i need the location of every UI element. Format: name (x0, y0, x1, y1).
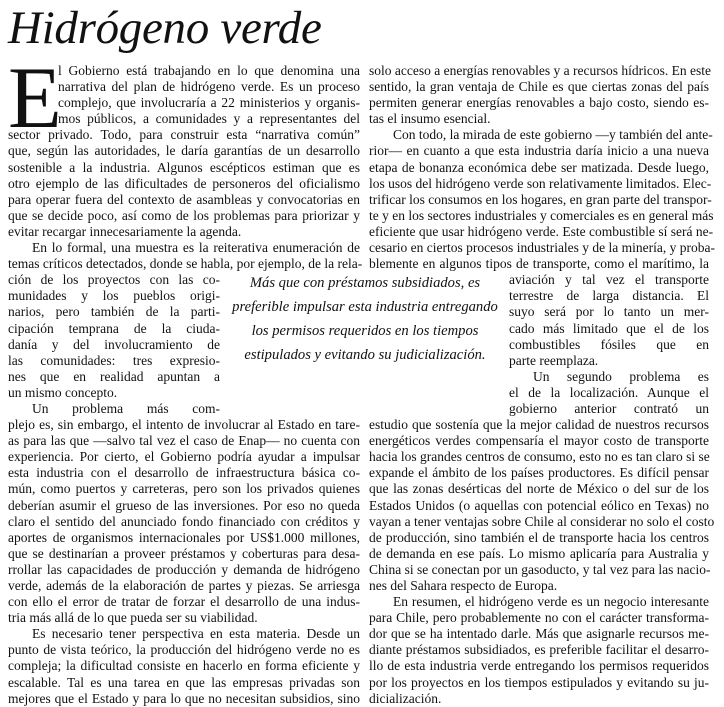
text-line: de demanda en ese país. Lo mismo aplicaría para Australia y (369, 545, 709, 561)
text-line: dor que se ha intentado darle. Más que asignarle recursos me- (369, 626, 709, 642)
text-line: mos públicos, a comunidades y a representantes del (58, 111, 360, 127)
text-line: aportes de organismos internacionales por US$1.000 millones, (8, 529, 360, 545)
text-line: l Gobierno está trabajando en lo que denomina una (58, 63, 360, 78)
text-line: mún, como puertos y carreteras, pero son los privados quienes (8, 481, 360, 497)
text-line: trificar los consumos en los hogares, en gran parte del transpor- (369, 191, 712, 207)
text-line: otro ejemplo de las dificultades de personeros del oficialismo (8, 175, 360, 191)
article-title: Hidrógeno verde (8, 2, 322, 54)
text-line: parte reemplaza. (509, 352, 599, 368)
text-line: verde, además de la elaboración de partes y piezas. Se arriesga (8, 578, 360, 593)
text-line: con ello el error de tratar de forzar el desarrollo de una indus- (8, 594, 360, 610)
text-line: Estados Unidos (o aquellas con potencial eólico en Texas) no (369, 497, 709, 513)
text-line: hacia los grandes centros de consumo, esto no es tan claro si se (369, 449, 710, 465)
text-line: rrollar las capacidades de producción y demanda de hidrógeno (8, 561, 360, 577)
pull-quote-line: estipulados y evitando su judicialización. (244, 347, 486, 363)
text-line: En resumen, el hidrógeno verde es un negocio interesante (393, 594, 709, 610)
article-column-left (8, 50, 363, 707)
text-line: compleja; la dificultad consiste en hacerlo en forma eficiente y (8, 658, 360, 674)
text-line: expande el ámbito de los países productores. Es difícil pensar (369, 465, 709, 481)
text-line: tas el insumo esencial. (369, 111, 491, 127)
text-line: cado más limitado que el de los (509, 320, 709, 336)
text-line: temas críticos detectados, donde se habla, por ejemplo, de la rela- (8, 256, 363, 272)
text-line: estudio que sostenía que la mejor calidad de nuestros recursos (369, 417, 709, 433)
text-line: danía y del involucramiento de (8, 336, 220, 352)
text-line: que se destinarían a proveer préstamos y coberturas para desa- (8, 545, 360, 561)
text-line: energéticos verdes compensaría el mayor costo de transporte (369, 433, 709, 449)
text-line: cesario en ciertos procesos industriales y de la minería, y proba- (369, 240, 716, 256)
text-line: para Chile, pero probablemente no con el carácter transforma- (369, 610, 709, 626)
text-line: Con todo, la mirada de este gobierno —y también del ante- (393, 127, 713, 143)
text-line: diante préstamos subsidiados, es preferible facilitar el desarro- (369, 642, 709, 658)
text-line: un mismo concepto. (8, 384, 118, 400)
text-line: narios, pero también de la parti- (8, 304, 220, 320)
text-line: En lo formal, una muestra es la reiterativa enumeración de (32, 240, 360, 256)
text-line: blemente en algunos tipos de transporte, como el marítimo, la (369, 256, 709, 272)
text-line: ción de los proyectos con las co- (8, 272, 220, 288)
text-line: sentido, la gran ventaja de Chile es que ciertas zonas del país (369, 79, 709, 95)
text-line: el de la localización. Aunque el (509, 384, 709, 400)
text-line: tria más allá de lo que pueda ser su viabilidad. (8, 610, 258, 626)
text-line: complejo, que involucraría a 22 ministerios y organis- (58, 95, 360, 111)
text-line: para operar fuera del contexto de asambleas y convocatorias en (8, 191, 360, 207)
pull-quote (222, 271, 508, 367)
text-line: dicialización. (369, 690, 442, 706)
text-line: deberían asumir el grueso de las inversiones. Por eso no queda (8, 497, 360, 513)
text-line: sostenible a la industria. Algunos escépticos estiman que es (8, 159, 360, 175)
pull-quote-line: preferible impulsar esta industria entregando (232, 299, 498, 315)
text-line: que se decide poco, así como de los problemas para priorizar y (8, 207, 360, 223)
text-line: permiten generar energías renovables a bajo costo, siendo es- (369, 95, 709, 111)
text-line: que las zonas desérticas del norte de México o del sur de los (369, 481, 709, 497)
text-line: las comunidades: tres expresio- (8, 352, 220, 368)
pull-quote-line: Más que con préstamos subsidiados, es (249, 275, 481, 291)
text-line: gobierno anterior contrató un (509, 400, 709, 416)
text-line: China si se conectan por un gasoducto, y tal vez para las nacio- (369, 561, 711, 577)
text-line: mejores que el Estado y para lo que no necesitan subsidios, sino (8, 690, 360, 706)
text-line: as para las que —salvo tal vez el caso de Enap— no cuenta con (8, 433, 360, 449)
drop-cap: E (8, 50, 62, 147)
text-line: rior— en cuanto a que esta industria daría inicio a una nueva (369, 143, 709, 159)
text-line: terrestre de larga distancia. El (509, 288, 709, 304)
text-line: solo acceso a energías renovables y a recursos hídricos. En este (369, 63, 712, 78)
text-line: Es necesario tener perspectiva en esta materia. Desde un (32, 626, 360, 642)
text-line: que, según las autoridades, le daría garantías de un desarrollo (8, 143, 360, 159)
text-line: nes que en realidad apuntan a (8, 368, 220, 384)
text-line: Un segundo problema es (533, 368, 709, 384)
text-line: evitar recargar innecesariamente la agenda. (8, 223, 242, 239)
text-line: combustibles fósiles que en (509, 336, 709, 352)
text-line: sector privado. Todo, para construir esta “narrativa común” (8, 127, 360, 143)
text-line: de producción, sino también el de transporte hacia los centros (369, 529, 709, 545)
text-line: Un problema más com- (32, 400, 220, 416)
text-line: plejo es, sin embargo, el intento de involucrar al Estado en tare- (8, 417, 360, 433)
text-line: narrativa del plan de hidrógeno verde. Es un proceso (58, 79, 360, 95)
text-line: claro el sentido del anunciado fondo financiado con créditos y (8, 513, 360, 529)
text-line: cipación temprana de la ciuda- (8, 320, 220, 336)
article-column-right (369, 63, 716, 707)
text-line: llo de esta industria verde entregando los permisos requeridos (369, 658, 709, 674)
text-line: aviación y tal vez el transporte (509, 272, 709, 288)
text-line: eficiente que usar hidrógeno verde. Este combustible sí será ne- (369, 223, 714, 239)
text-line: vayan a tener ventajas sobre Chile al considerar no solo el costo (369, 513, 715, 529)
text-line: punto de vista teórico, la producción del hidrógeno verde no es (8, 642, 360, 658)
text-line: los usos del hidrógeno verde son relativamente limitados. Elec- (369, 175, 712, 191)
text-line: escalable. Tal es una tarea en que las empresas privadas son (8, 674, 360, 690)
text-line: suyo será por lo tanto un mer- (509, 304, 709, 320)
text-line: munidades y los pueblos origi- (8, 288, 220, 304)
text-line: esta industria con el desarrollo de infraestructura básica co- (8, 465, 360, 481)
text-line: te y en los sectores industriales y comerciales es en general más (369, 207, 714, 223)
pull-quote-line: los permisos requeridos en los tiempos (251, 323, 479, 339)
text-line: nes del Sahara respecto de Europa. (369, 578, 558, 593)
text-line: por los proyectos en los tiempos estipulados y evitando su ju- (369, 674, 709, 690)
text-line: etapa de bonanza económica debe ser matizada. Desde luego, (369, 159, 709, 175)
text-line: experiencia. Por cierto, el Gobierno podría ayudar a impulsar (8, 449, 360, 465)
